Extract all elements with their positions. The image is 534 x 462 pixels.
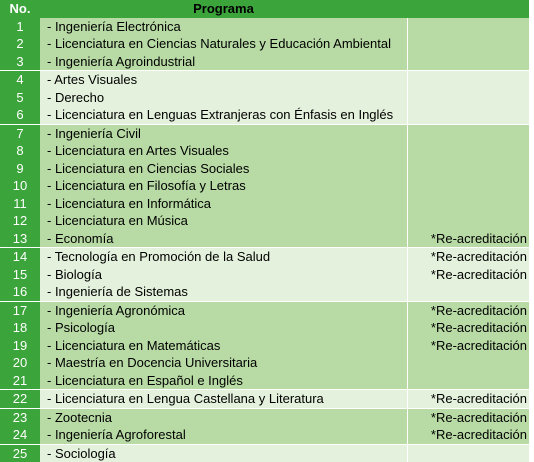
- table-row: [0, 372, 529, 390]
- program-name: - Economía: [40, 230, 407, 248]
- row-number: 2: [0, 35, 40, 53]
- row-number: 3: [0, 53, 40, 71]
- program-name: - Licenciatura en Español e Inglés: [40, 372, 407, 390]
- table-row: [0, 160, 529, 178]
- program-name: - Psicología: [40, 319, 407, 337]
- table-row: [0, 444, 529, 462]
- reaccreditation-note: [407, 106, 529, 124]
- program-name: - Licenciatura en Filosofía y Letras: [40, 177, 407, 195]
- row-number: 15: [0, 266, 40, 284]
- row-number: 20: [0, 354, 40, 372]
- reaccreditation-note: [407, 372, 529, 390]
- table-row: [0, 124, 529, 143]
- reaccreditation-note: [407, 142, 529, 160]
- table-body: [0, 18, 529, 462]
- table-row: [0, 266, 529, 284]
- table-row: [0, 177, 529, 195]
- program-name: - Artes Visuales: [40, 71, 407, 89]
- reaccreditation-note: [407, 283, 529, 301]
- row-number: 11: [0, 195, 40, 213]
- header-no: No.: [0, 0, 40, 18]
- reaccreditation-note: [407, 53, 529, 71]
- reaccreditation-note: *Re-acreditación: [407, 390, 529, 408]
- row-number: 24: [0, 426, 40, 444]
- reaccreditation-note: [407, 354, 529, 372]
- table-row: [0, 89, 529, 107]
- program-name: - Licenciatura en Artes Visuales: [40, 142, 407, 160]
- reaccreditation-note: *Re-acreditación: [407, 266, 529, 284]
- row-number: 7: [0, 125, 40, 143]
- reaccreditation-note: [407, 125, 529, 143]
- reaccreditation-note: *Re-acreditación: [407, 230, 529, 248]
- program-name: - Maestría en Docencia Universitaria: [40, 354, 407, 372]
- row-number: 1: [0, 18, 40, 36]
- table-row: [0, 18, 529, 36]
- table-row: [0, 142, 529, 160]
- table-row: [0, 408, 529, 427]
- program-name: - Derecho: [40, 89, 407, 107]
- program-name: - Biología: [40, 266, 407, 284]
- row-number: 18: [0, 319, 40, 337]
- table-row: [0, 283, 529, 301]
- row-number: 25: [0, 445, 40, 462]
- program-name: - Tecnología en Promoción de la Salud: [40, 248, 407, 266]
- reaccreditation-note: *Re-acreditación: [407, 248, 529, 266]
- program-name: - Licenciatura en Lengua Castellana y Literatura: [40, 390, 407, 408]
- table-row: [0, 426, 529, 444]
- reaccreditation-note: [407, 212, 529, 230]
- program-name: - Licenciatura en Ciencias Naturales y Educación Ambiental: [40, 35, 407, 53]
- reaccreditation-note: [407, 35, 529, 53]
- program-name: - Ingeniería Agroindustrial: [40, 53, 407, 71]
- row-number: 10: [0, 177, 40, 195]
- reaccreditation-note: *Re-acreditación: [407, 409, 529, 427]
- row-number: 8: [0, 142, 40, 160]
- row-number: 13: [0, 230, 40, 248]
- row-number: 22: [0, 390, 40, 408]
- program-name: - Ingeniería de Sistemas: [40, 283, 407, 301]
- program-name: - Licenciatura en Música: [40, 212, 407, 230]
- table-row: [0, 53, 529, 71]
- row-number: 23: [0, 409, 40, 427]
- row-number: 21: [0, 372, 40, 390]
- program-name: - Ingeniería Civil: [40, 125, 407, 143]
- reaccreditation-note: [407, 18, 529, 36]
- table-row: [0, 247, 529, 266]
- row-number: 17: [0, 302, 40, 320]
- row-number: 5: [0, 89, 40, 107]
- table-row: [0, 337, 529, 355]
- row-number: 19: [0, 337, 40, 355]
- row-number: 6: [0, 106, 40, 124]
- reaccreditation-note: [407, 445, 529, 462]
- reaccreditation-note: [407, 71, 529, 89]
- reaccreditation-note: *Re-acreditación: [407, 302, 529, 320]
- header-programa: Programa: [193, 1, 254, 16]
- reaccreditation-note: [407, 195, 529, 213]
- table-row: [0, 212, 529, 230]
- table-header: [0, 0, 529, 18]
- reaccreditation-note: [407, 177, 529, 195]
- row-number: 14: [0, 248, 40, 266]
- table-row: [0, 354, 529, 372]
- program-name: - Licenciatura en Matemáticas: [40, 337, 407, 355]
- row-number: 4: [0, 71, 40, 89]
- reaccreditation-note: *Re-acreditación: [407, 337, 529, 355]
- table-row: [0, 70, 529, 89]
- program-name: - Licenciatura en Lenguas Extranjeras con Énfasis en Inglés: [40, 106, 407, 124]
- reaccreditation-note: [407, 89, 529, 107]
- table-row: [0, 230, 529, 248]
- table-row: [0, 106, 529, 124]
- table-row: [0, 35, 529, 53]
- header-note: [407, 0, 529, 18]
- reaccreditation-note: [407, 160, 529, 178]
- program-name: - Licenciatura en Informática: [40, 195, 407, 213]
- table-row: [0, 195, 529, 213]
- table-row: [0, 389, 529, 408]
- program-name: - Sociología: [40, 445, 407, 462]
- program-name: - Ingeniería Agronómica: [40, 302, 407, 320]
- row-number: 16: [0, 283, 40, 301]
- program-name: - Licenciatura en Ciencias Sociales: [40, 160, 407, 178]
- program-name: - Ingeniería Agroforestal: [40, 426, 407, 444]
- table-row: [0, 301, 529, 320]
- table-row: [0, 319, 529, 337]
- row-number: 12: [0, 212, 40, 230]
- row-number: 9: [0, 160, 40, 178]
- program-name: - Zootecnia: [40, 409, 407, 427]
- reaccreditation-note: *Re-acreditación: [407, 319, 529, 337]
- reaccreditation-note: *Re-acreditación: [407, 426, 529, 444]
- program-name: - Ingeniería Electrónica: [40, 18, 407, 36]
